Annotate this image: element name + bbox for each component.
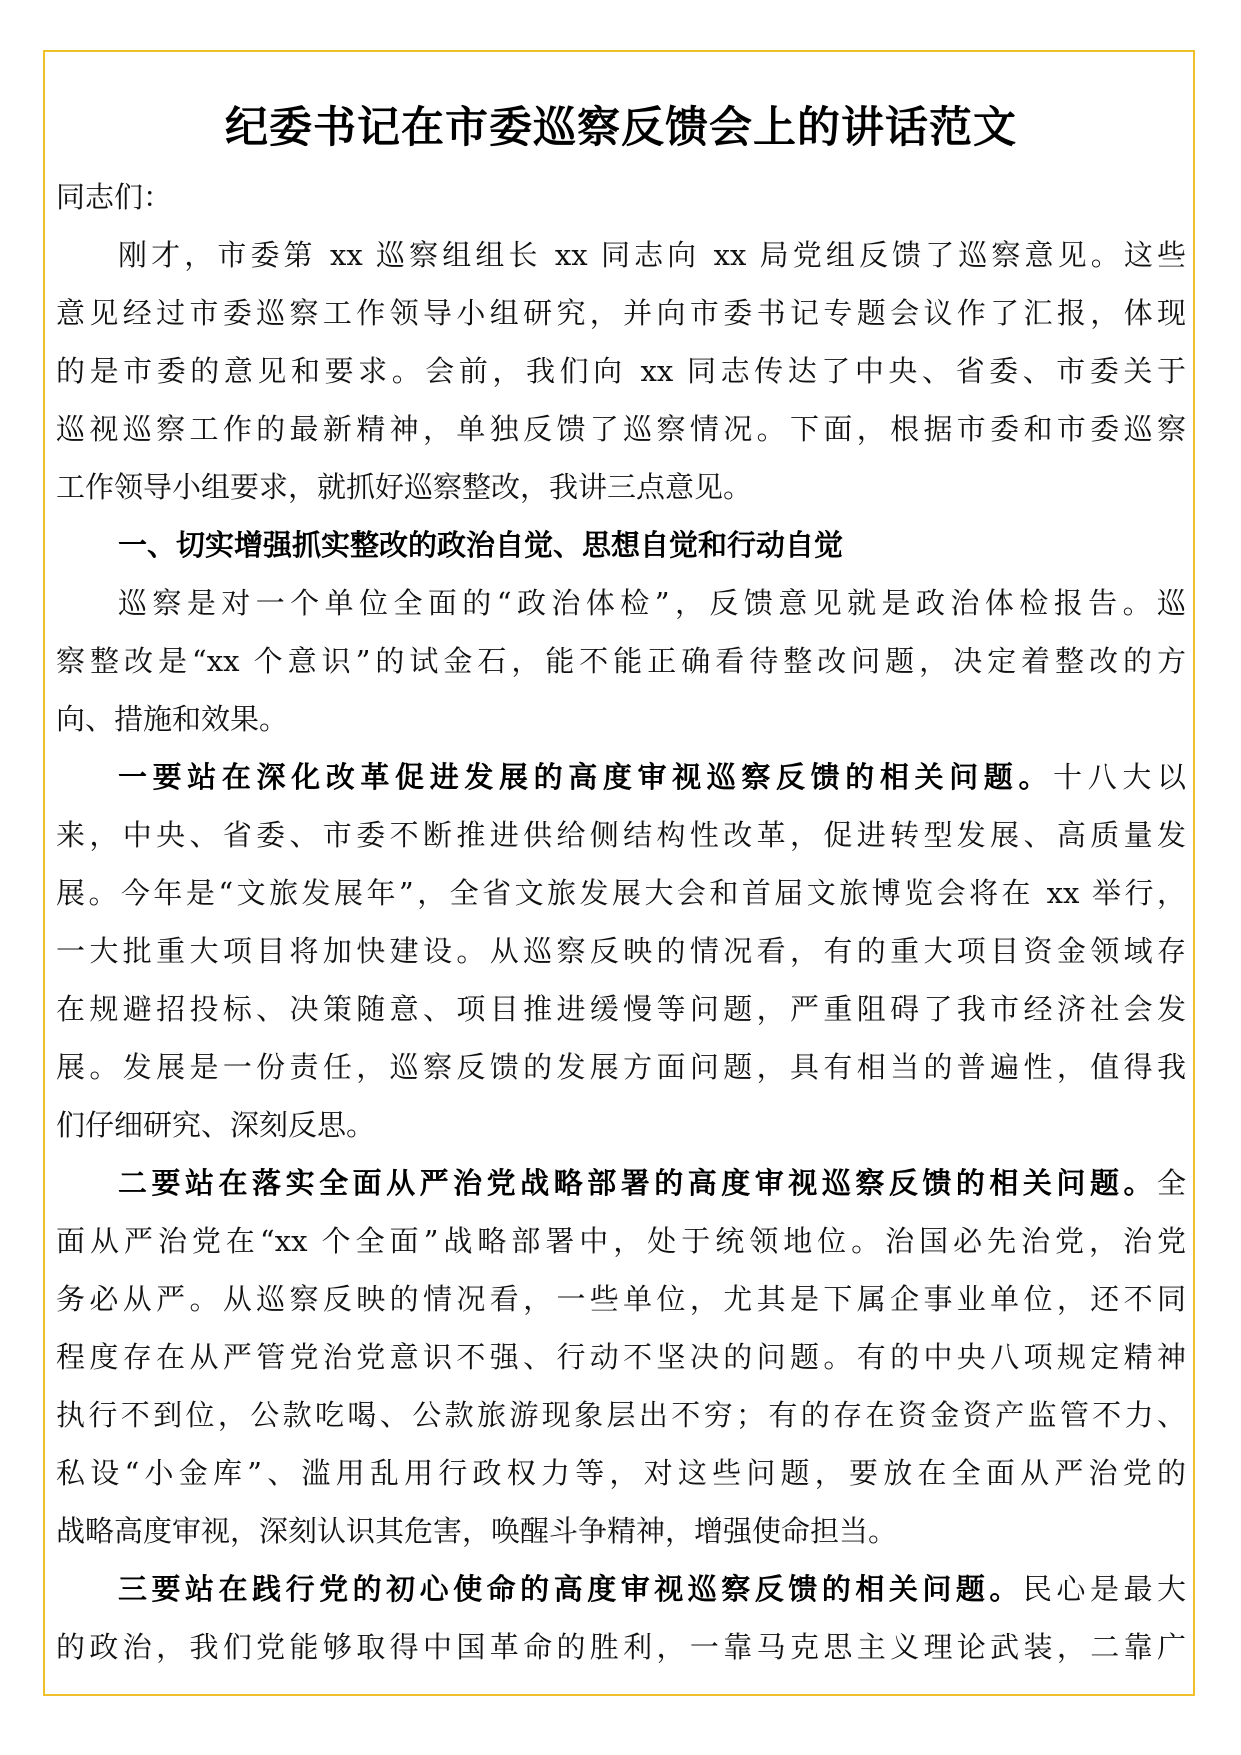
point1-line: 一大批重大项目将加快建设。从巡察反映的情况看，有的重大项目资金领域存 (56, 934, 1186, 968)
point2-line: 执行不到位，公款吃喝、公款旅游现象层出不穷；有的存在资金资产监管不力、 (56, 1398, 1186, 1432)
point2-paragraph (56, 1154, 1186, 1560)
section-heading: 一、切实增强抓实整改的政治自觉、思想自觉和行动自觉 (118, 528, 844, 562)
document-body (56, 96, 1186, 1676)
point3-bold-lead: 三要站在践行党的初心使命的高度审视巡察反馈的相关问题。 (118, 1572, 1023, 1606)
point3-line: 的政治，我们党能够取得中国革命的胜利，一靠马克思主义理论武装，二靠广 (56, 1630, 1186, 1664)
point1-line: 们仔细研究、深刻反思。 (56, 1108, 376, 1142)
intro-line: 工作领导小组要求，就抓好巡察整改，我讲三点意见。 (56, 470, 753, 504)
intro-line: 意见经过市委巡察工作领导小组研究，并向市委书记专题会议作了汇报，体现 (56, 296, 1186, 330)
point2-first-line (56, 1154, 1186, 1212)
section1-line: 察整改是“xx 个意识”的试金石，能不能正确看待整改问题，决定着整改的方 (56, 644, 1186, 678)
point2-line: 程度存在从严管党治党意识不强、行动不坚决的问题。有的中央八项规定精神 (56, 1340, 1186, 1374)
point1-first-rest: 十八大以 (1053, 760, 1186, 794)
point1-line: 展。今年是“文旅发展年”，全省文旅发展大会和首届文旅博览会将在 xx 举行， (56, 876, 1186, 910)
point2-bold-lead: 二要站在落实全面从严治党战略部署的高度审视巡察反馈的相关问题。 (118, 1166, 1157, 1200)
document-title: 纪委书记在市委巡察反馈会上的讲话范文 (225, 103, 1017, 153)
salutation: 同志们： (56, 180, 173, 214)
point1-line: 来，中央、省委、市委不断推进供给侧结构性改革，促进转型发展、高质量发 (56, 818, 1186, 852)
point1-bold-lead: 一要站在深化改革促进发展的高度审视巡察反馈的相关问题。 (118, 760, 1054, 794)
section1-line: 巡察是对一个单位全面的“政治体检”，反馈意见就是政治体检报告。巡 (118, 586, 1186, 620)
point2-line: 务必从严。从巡察反映的情况看，一些单位，尤其是下属企事业单位，还不同 (56, 1282, 1186, 1316)
point2-line: 私设“小金库”、滥用乱用行政权力等，对这些问题，要放在全面从严治党的 (56, 1456, 1186, 1490)
intro-line: 刚才，市委第 xx 巡察组组长 xx 同志向 xx 局党组反馈了巡察意见。这些 (118, 238, 1186, 272)
intro-paragraph (56, 226, 1186, 516)
section1-line: 向、措施和效果。 (56, 702, 289, 736)
point1-first-line (56, 748, 1186, 806)
point3-first-line (56, 1560, 1186, 1618)
point2-line: 战略高度审视，深刻认识其危害，唤醒斗争精神，增强使命担当。 (56, 1514, 898, 1548)
point2-line: 面从严治党在“xx 个全面”战略部署中，处于统领地位。治国必先治党，治党 (56, 1224, 1186, 1258)
intro-line: 巡视巡察工作的最新精神，单独反馈了巡察情况。下面，根据市委和市委巡察 (56, 412, 1186, 446)
point3-paragraph (56, 1560, 1186, 1676)
point2-first-rest: 全 (1156, 1166, 1186, 1200)
point3-first-rest: 民心是最大 (1022, 1572, 1186, 1606)
intro-line: 的是市委的意见和要求。会前，我们向 xx 同志传达了中央、省委、市委关于 (56, 354, 1186, 388)
section1-paragraph (56, 574, 1186, 748)
point1-line: 在规避招投标、决策随意、项目推进缓慢等问题，严重阻碍了我市经济社会发 (56, 992, 1186, 1026)
point1-paragraph (56, 748, 1186, 1154)
point1-line: 展。发展是一份责任，巡察反馈的发展方面问题，具有相当的普遍性，值得我 (56, 1050, 1186, 1084)
